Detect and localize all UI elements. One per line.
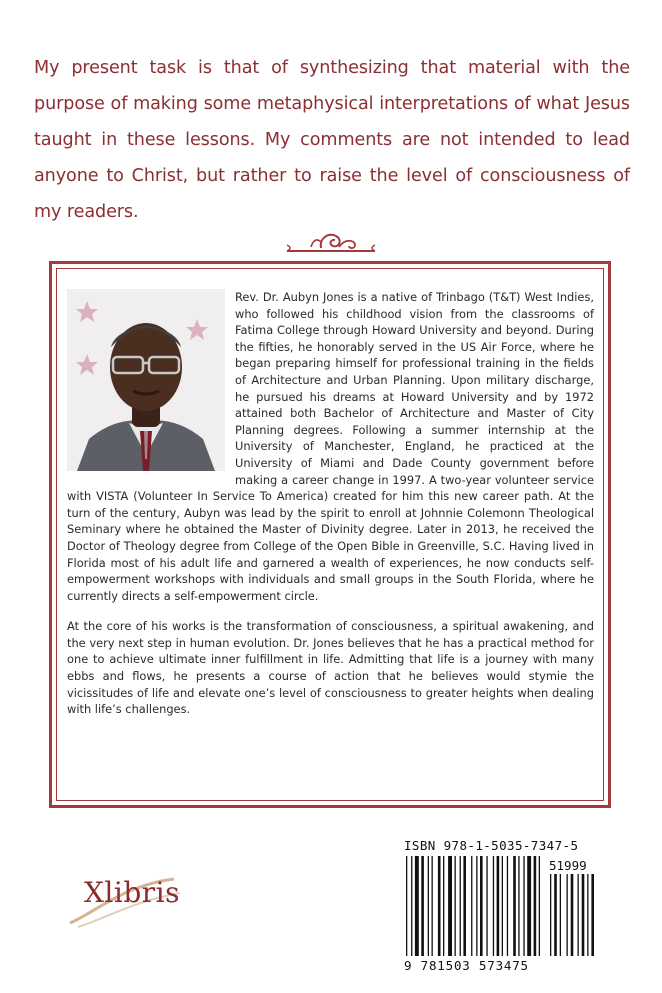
bio-paragraph-1: Rev. Dr. Aubyn Jones is a native of Trinbago (T&T) West Indies, who followed his childhood vision from the classrooms of Fatima College through Howard University and beyond. During the fifties, he honorably served in the US Air Force, where he began preparing himself for professional training in the fields of Architecture and Urban Planning. Upon military discharge, he pursued his dreams at Howard University and by 1972 attained both Bachelor of Architecture and Master of City Planning degrees. Following a summer internship at the University of Manchester, England, he practiced at the University of Miami and Dade County government before making a career change in 1997. A two-year volunteer service with VISTA (Volunteer In Service To America) created for him this new career path. At the turn of the century, Aubyn was lead by the spirit to enroll at Johnnie Colemonn Theological Seminary where he obtained the Master of Divinity degree. Later in 2013, he received the Doctor of Theology degree from College of the Open Bible in Greenville, S.C. Having lived in Florida most of his adult life and garnered a wealth of experiences, he now conducts self-empowerment workshops with individuals and small groups in the South Florida, where he currently directs a self-empowerment circle. [67,290,594,603]
barcode-box [400,836,605,976]
barcode [400,836,605,976]
barcode-number: 9 781503 573475 [404,958,529,973]
publisher-logo: Xlibris [84,876,180,909]
intro-paragraph: My present task is that of synthesizing that material with the purpose of making some metaphysical interpretations of what Jesus taught in these lessons. My comments are not intended to lead anyone to Christ, but rather to raise the level of consciousness of my readers. [34,58,630,222]
author-bio [67,289,594,732]
bio-paragraph-2: At the core of his works is the transformation of consciousness, a spiritual awakening, and the very next step in human evolution. Dr. Jones believes that he has a practical method for one to achieve ultimate inner fulfillment in life. Admitting that life is a journey with many ebbs and flows, he presents a course of action that he believes would stymie the vicissitudes of life and elevate one’s level of consciousness to greater heights when dealing with life’s challenges. [67,619,594,717]
flourish-ornament [281,228,381,256]
author-photo [67,289,225,471]
price-code: 51999 [549,858,587,873]
isbn-label: ISBN 978-1-5035-7347-5 [404,838,579,853]
